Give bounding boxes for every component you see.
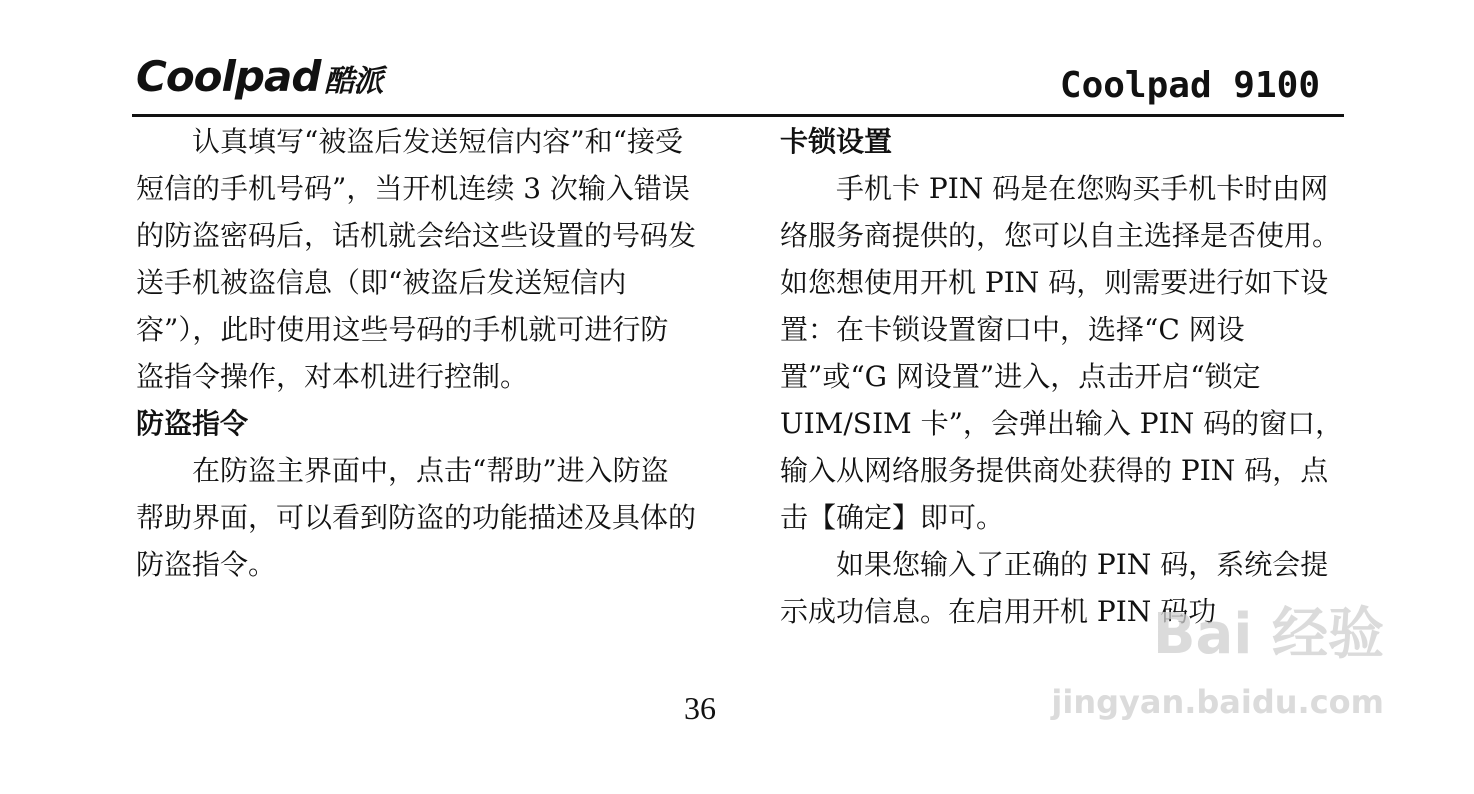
right-column [780, 118, 1350, 635]
section-heading-anti-theft-commands: 防盗指令 [136, 407, 249, 440]
brand-name-cn: 酷派 [324, 64, 383, 99]
left-column [136, 118, 696, 588]
watermark-logo-text: Bai 经验 [1152, 602, 1384, 667]
left-paragraph-2: 在防盗主界面中，点击“帮助”进入防盗帮助界面，可以看到防盗的功能描述及具体的防盗指令。 [136, 454, 697, 581]
brand-name: Coolpad [136, 52, 321, 101]
model-title: Coolpad 9100 [1059, 65, 1320, 106]
right-paragraph-2: 如果您输入了正确的 PIN 码，系统会提示成功信息。在启用开机 PIN 码功 [780, 548, 1329, 628]
watermark-url: jingyan.baidu.com [1051, 683, 1384, 721]
section-heading-card-lock: 卡锁设置 [780, 125, 893, 158]
header-divider [132, 114, 1344, 117]
right-paragraph-1: 手机卡 PIN 码是在您购买手机卡时由网络服务商提供的，您可以自主选择是否使用。如您想使用开机 PIN 码，则需要进行如下设置：在卡锁设置窗口中，选择“C 网设置”或“G 网设置”进入，点击开启“锁定 UIM/SIM 卡”，会弹出输入 PIN 码的窗口，输入从网络服务提供商处获得的 PIN 码，点击【确定】即可。 [780, 172, 1344, 534]
brand-logo [136, 52, 382, 107]
page-number: 36 [684, 690, 716, 726]
left-paragraph-1: 认真填写“被盗后发送短信内容”和“接受短信的手机号码”，当开机连续 3 次输入错误的防盗密码后，话机就会给这些设置的号码发送手机被盗信息（即“被盗后发送短信内容”），此时使用这些号码的手机就可进行防盗指令操作，对本机进行控制。 [136, 125, 697, 393]
